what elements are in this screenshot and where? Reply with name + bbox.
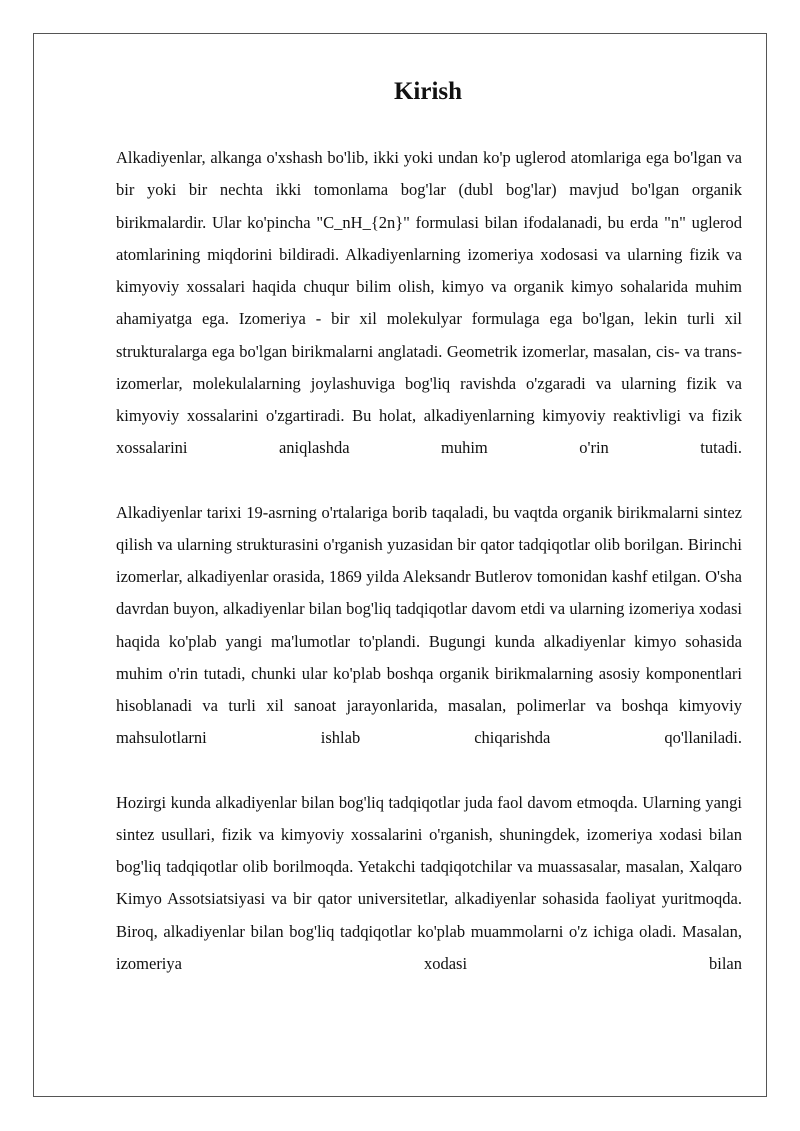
paragraph-1: Alkadiyenlar, alkanga o'xshash bo'lib, ikki yoki undan ko'p uglerod atomlariga ega bo'lgan va bir yoki bir nechta ikki tomonlama bog'lar (dubl bog'lar) mavjud bo'lgan organik birikmalardir. Ular ko'pincha "C_nH_{2n}" formulasi bilan ifodalanadi, bu erda "n" uglerod atomlarining miqdorini bildiradi. Alkadiyenlarning izomeriya xodosasi va ularning fizik va kimyoviy xossalari haqida chuqur bilim olish, kimyo va organik kimyo sohalarida muhim ahamiyatga ega. Izomeriya - bir xil molekulyar formulaga ega bo'lgan, lekin turli xil strukturalarga ega bo'lgan birikmalarni anglatadi. Geometrik izomerlar, masalan, cis- va trans- izomerlar, molekulalarning joylashuviga bog'liq ravishda o'zgaradi va ularning fizik va kimyoviy xossalarini o'zgartiradi. Bu holat, alkadiyenlarning kimyoviy reaktivligi va fizik xossalarini aniqlashda muhim o'rin tutadi. bbox=[116, 148, 742, 458]
document-body bbox=[116, 142, 742, 980]
document-title: Kirish bbox=[393, 78, 463, 105]
paragraph-3: Hozirgi kunda alkadiyenlar bilan bog'liq tadqiqotlar juda faol davom etmoqda. Ularning yangi sintez usullari, fizik va kimyoviy xossalarini o'rganish, shuningdek, izomeriya xodasi bilan bog'liq tadqiqotlar olib borilmoqda. Yetakchi tadqiqotchilar va muassasalar, masalan, Xalqaro Kimyo Assotsiatsiyasi va bir qator universitetlar, alkadiyenlar sohasida faoliyat yuritmoqda. Biroq, alkadiyenlar bilan bog'liq tadqiqotlar ko'plab muammolarni o'z ichiga oladi. Masalan, izomeriya xodasi bilan bbox=[116, 792, 742, 973]
paragraph-2: Alkadiyenlar tarixi 19-asrning o'rtalariga borib taqaladi, bu vaqtda organik birikmalarni sintez qilish va ularning strukturasini o'rganish yuzasidan bir qator tadqiqotlar olib borilgan. Birinchi izomerlar, alkadiyenlar orasida, 1869 yilda Aleksandr Butlerov tomonidan kashf etilgan. O'sha davrdan buyon, alkadiyenlar bilan bog'liq tadqiqotlar davom etdi va ularning izomeriya xodasi haqida ko'plab yangi ma'lumotlar to'plandi. Bugungi kunda alkadiyenlar kimyo sohasida muhim o'rin tutadi, chunki ular ko'plab boshqa organik birikmalarning asosiy komponentlari hisoblanadi va turli xil sanoat jarayonlarida, masalan, polimerlar va boshqa kimyoviy mahsulotlarni ishlab chiqarishda qo'llaniladi. bbox=[116, 502, 742, 748]
